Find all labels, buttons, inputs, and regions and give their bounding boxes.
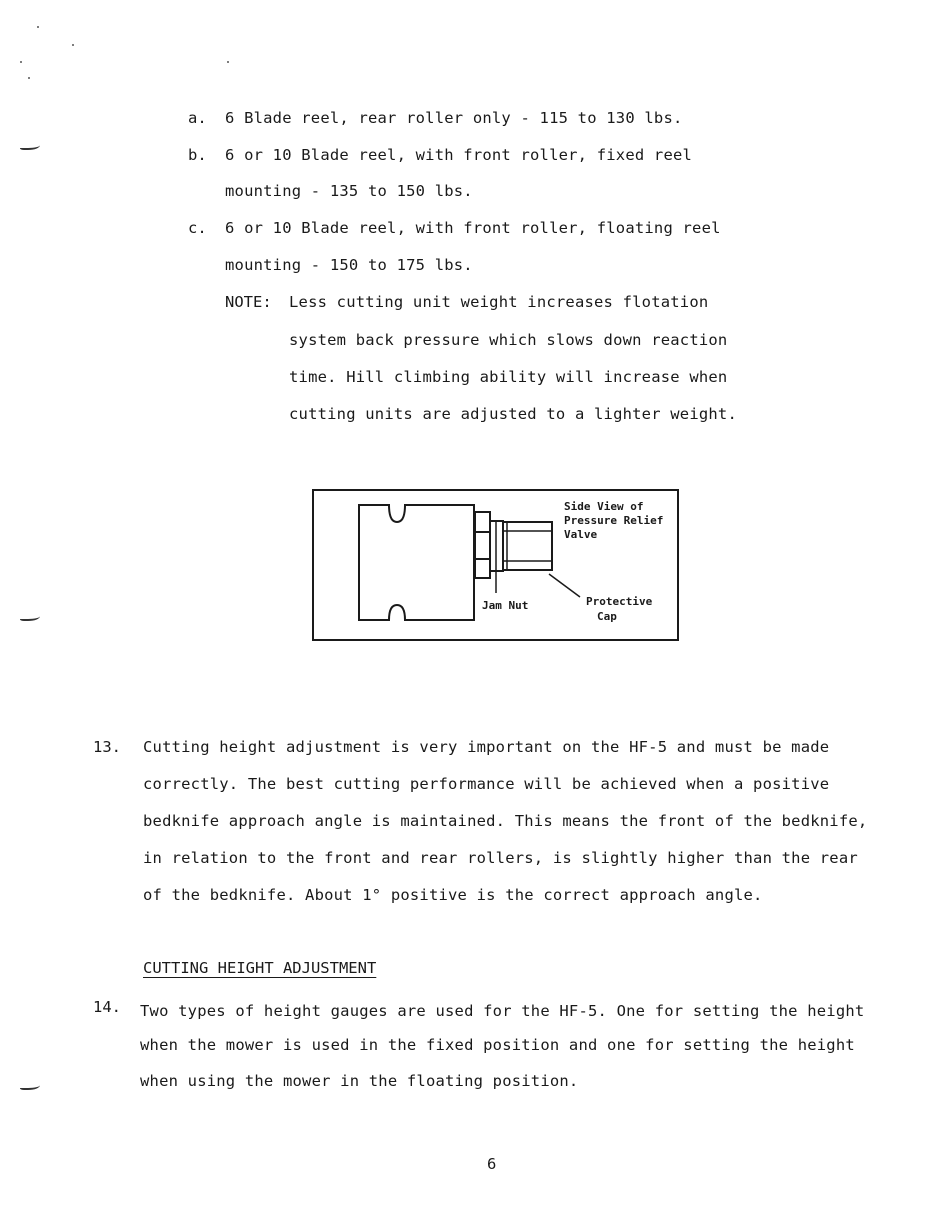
item-13-line: of the bedknife. About 1° positive is the correct approach angle. xyxy=(143,886,763,904)
item-13-line: in relation to the front and rear rollers, is slightly higher than the rear xyxy=(143,849,858,867)
pressure-relief-valve-figure xyxy=(312,489,680,642)
item-14-line: when the mower is used in the fixed position and one for setting the height xyxy=(140,1036,855,1054)
jam-nut-label: Jam Nut xyxy=(482,599,529,612)
protective-cap-leader xyxy=(549,574,580,597)
item-b-line: 6 or 10 Blade reel, with front roller, fixed reel xyxy=(225,146,693,164)
figure-caption: Valve xyxy=(564,528,598,541)
jam-nut xyxy=(475,512,490,578)
item-13-number: 13. xyxy=(93,738,121,756)
section-heading: CUTTING HEIGHT ADJUSTMENT xyxy=(143,959,377,977)
item-13-line: bedknife approach angle is maintained. This means the front of the bedknife, xyxy=(143,812,868,830)
item-c-line: mounting - 150 to 175 lbs. xyxy=(225,256,473,274)
punch-mark xyxy=(20,1082,40,1090)
item-14-line: Two types of height gauges are used for the HF-5. One for setting the height xyxy=(140,1002,865,1020)
page-number: 6 xyxy=(487,1155,497,1173)
protective-cap-label: Cap xyxy=(597,610,617,623)
item-13-line: Cutting height adjustment is very important on the HF-5 and must be made xyxy=(143,738,830,756)
item-14-line: when using the mower in the floating position. xyxy=(140,1072,579,1090)
figure-caption: Pressure Relief xyxy=(564,514,664,527)
protective-cap-label: Protective xyxy=(586,595,653,608)
scan-speck xyxy=(28,77,30,79)
item-b-marker: b. xyxy=(188,146,207,164)
scan-speck xyxy=(37,26,39,28)
item-14-number: 14. xyxy=(93,998,121,1016)
scan-speck xyxy=(20,61,22,63)
valve-body xyxy=(359,505,474,620)
item-13-line: correctly. The best cutting performance will be achieved when a positive xyxy=(143,775,830,793)
item-b-line: mounting - 135 to 150 lbs. xyxy=(225,182,473,200)
item-a-marker: a. xyxy=(188,109,207,127)
protective-cap xyxy=(503,522,552,570)
punch-mark xyxy=(20,142,40,150)
figure-caption: Side View of xyxy=(564,500,644,513)
item-c-line: 6 or 10 Blade reel, with front roller, floating reel xyxy=(225,219,721,237)
scan-speck xyxy=(72,44,74,46)
scan-speck xyxy=(227,61,229,63)
item-a-text: 6 Blade reel, rear roller only - 115 to 130 lbs. xyxy=(225,109,683,127)
note-line: system back pressure which slows down reaction xyxy=(289,331,728,349)
note-label: NOTE: xyxy=(225,293,272,311)
item-c-marker: c. xyxy=(188,219,207,237)
note-line: cutting units are adjusted to a lighter weight. xyxy=(289,405,737,423)
note-line: time. Hill climbing ability will increase when xyxy=(289,368,728,386)
punch-mark xyxy=(20,613,40,621)
note-line: Less cutting unit weight increases flotation xyxy=(289,293,709,311)
